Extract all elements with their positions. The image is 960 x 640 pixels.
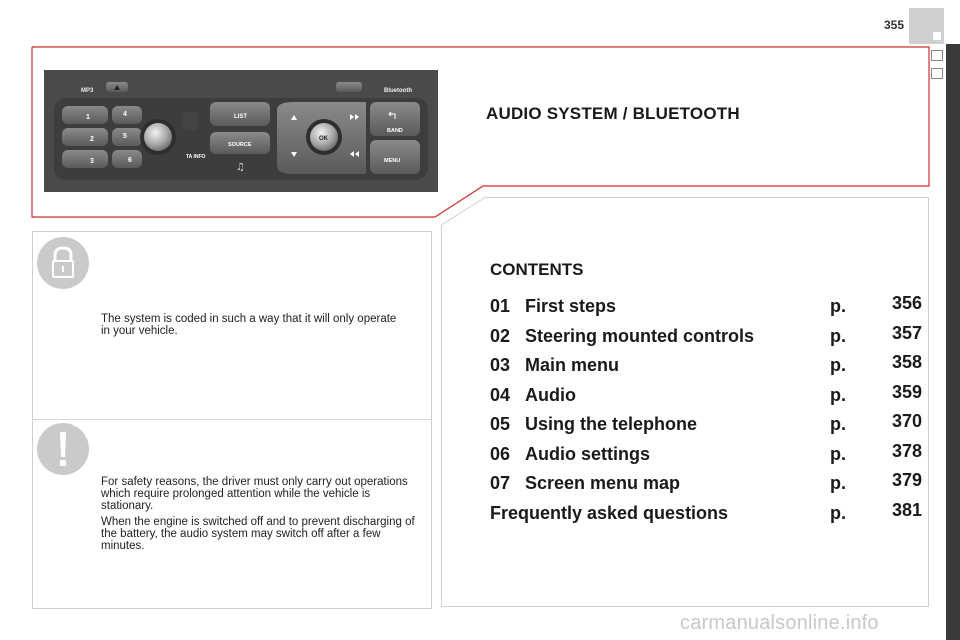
preset-2-button[interactable] (62, 128, 108, 146)
preset-1-button[interactable] (62, 106, 108, 124)
toc-page-number: 356 (891, 293, 922, 313)
toc-label: Steering mounted controls (525, 326, 755, 346)
toc-page-prefix: p. (830, 444, 846, 464)
source-label: SOURCE (228, 142, 252, 148)
toc-number: 06 (490, 444, 511, 464)
toc-page-number: 378 (891, 441, 922, 461)
preset-3-button[interactable] (62, 150, 108, 168)
coding-note (101, 313, 401, 341)
mp3-label: MP3 (81, 88, 94, 94)
toc-page-prefix: p. (830, 296, 846, 316)
menu-label: MENU (384, 158, 401, 164)
contents-title: CONTENTS (490, 260, 584, 279)
toc-number: 02 (490, 326, 511, 346)
preset-4-button[interactable] (112, 106, 142, 124)
toc-page-number: 359 (891, 382, 922, 402)
preset-label: 5 (123, 133, 127, 140)
toc-page-number: 370 (891, 411, 922, 431)
media-icon (182, 112, 198, 130)
toc-number: 04 (490, 385, 511, 405)
toc-label: Frequently asked questions (490, 503, 729, 523)
toc-item[interactable] (490, 323, 922, 350)
engine-off-note-text: When the engine is switched off and to prevent discharging of the battery, the audio system may switch off after a few minutes. (101, 516, 415, 552)
toc-label: Using the telephone (525, 414, 698, 434)
toc-page-prefix: p. (830, 503, 846, 523)
safety-note (101, 476, 421, 556)
toc-item[interactable] (490, 441, 922, 468)
padlock-icon (37, 237, 89, 289)
cd-eject-button[interactable] (336, 82, 362, 92)
radio-panel (44, 70, 438, 192)
list-label: LIST (234, 114, 247, 120)
preset-label: 1 (86, 114, 90, 121)
toc-label: Audio (525, 385, 576, 405)
toc-label: First steps (525, 296, 617, 316)
ta-info-label: TA INFO (186, 154, 206, 160)
section-title: AUDIO SYSTEM / BLUETOOTH (486, 104, 740, 123)
preset-buttons (62, 106, 142, 168)
toc-label: Screen menu map (525, 473, 681, 493)
toc-page-prefix: p. (830, 385, 846, 405)
toc-item[interactable] (490, 293, 922, 320)
toc-label: Audio settings (525, 444, 650, 464)
warning-icon (37, 423, 89, 475)
bluetooth-label: Bluetooth (384, 88, 412, 94)
toc-page-prefix: p. (830, 473, 846, 493)
preset-6-button[interactable] (112, 150, 142, 168)
preset-label: 4 (123, 111, 127, 118)
watermark: carmanualsonline.info (680, 612, 879, 634)
toc-label: Main menu (525, 355, 620, 375)
toc-page-prefix: p. (830, 326, 846, 346)
preset-5-button[interactable] (112, 128, 142, 146)
safety-note-text: For safety reasons, the driver must only carry out operations which require prolonged attention while the vehicle is stationary. (101, 476, 408, 512)
menu-button[interactable] (370, 140, 420, 174)
toc-item[interactable] (490, 411, 922, 438)
toc-number: 01 (490, 296, 511, 316)
preset-label: 2 (90, 136, 94, 143)
toc-page-prefix: p. (830, 414, 846, 434)
toc-item[interactable] (490, 500, 922, 527)
ok-label: OK (319, 136, 328, 142)
toc-number: 03 (490, 355, 511, 375)
volume-knob[interactable] (144, 123, 172, 151)
toc-page-number: 358 (891, 352, 922, 372)
preset-label: 3 (90, 158, 94, 165)
page-number: 355 (883, 18, 904, 32)
coding-note-text: The system is coded in such a way that it will only operate in your vehicle. (101, 313, 397, 337)
toc-page-number: 381 (891, 500, 922, 520)
music-note-icon: ♫ (236, 162, 245, 173)
toc-item[interactable] (490, 470, 922, 497)
toc-page-number: 357 (891, 323, 922, 343)
toc-number: 05 (490, 414, 511, 434)
toc-item[interactable] (490, 352, 922, 379)
toc-page-prefix: p. (830, 355, 846, 375)
toc-item[interactable] (490, 382, 922, 409)
toc-page-number: 379 (891, 470, 922, 490)
band-label: BAND (387, 128, 403, 134)
toc-number: 07 (490, 473, 511, 493)
preset-label: 6 (128, 157, 132, 164)
note-divider (32, 419, 431, 420)
